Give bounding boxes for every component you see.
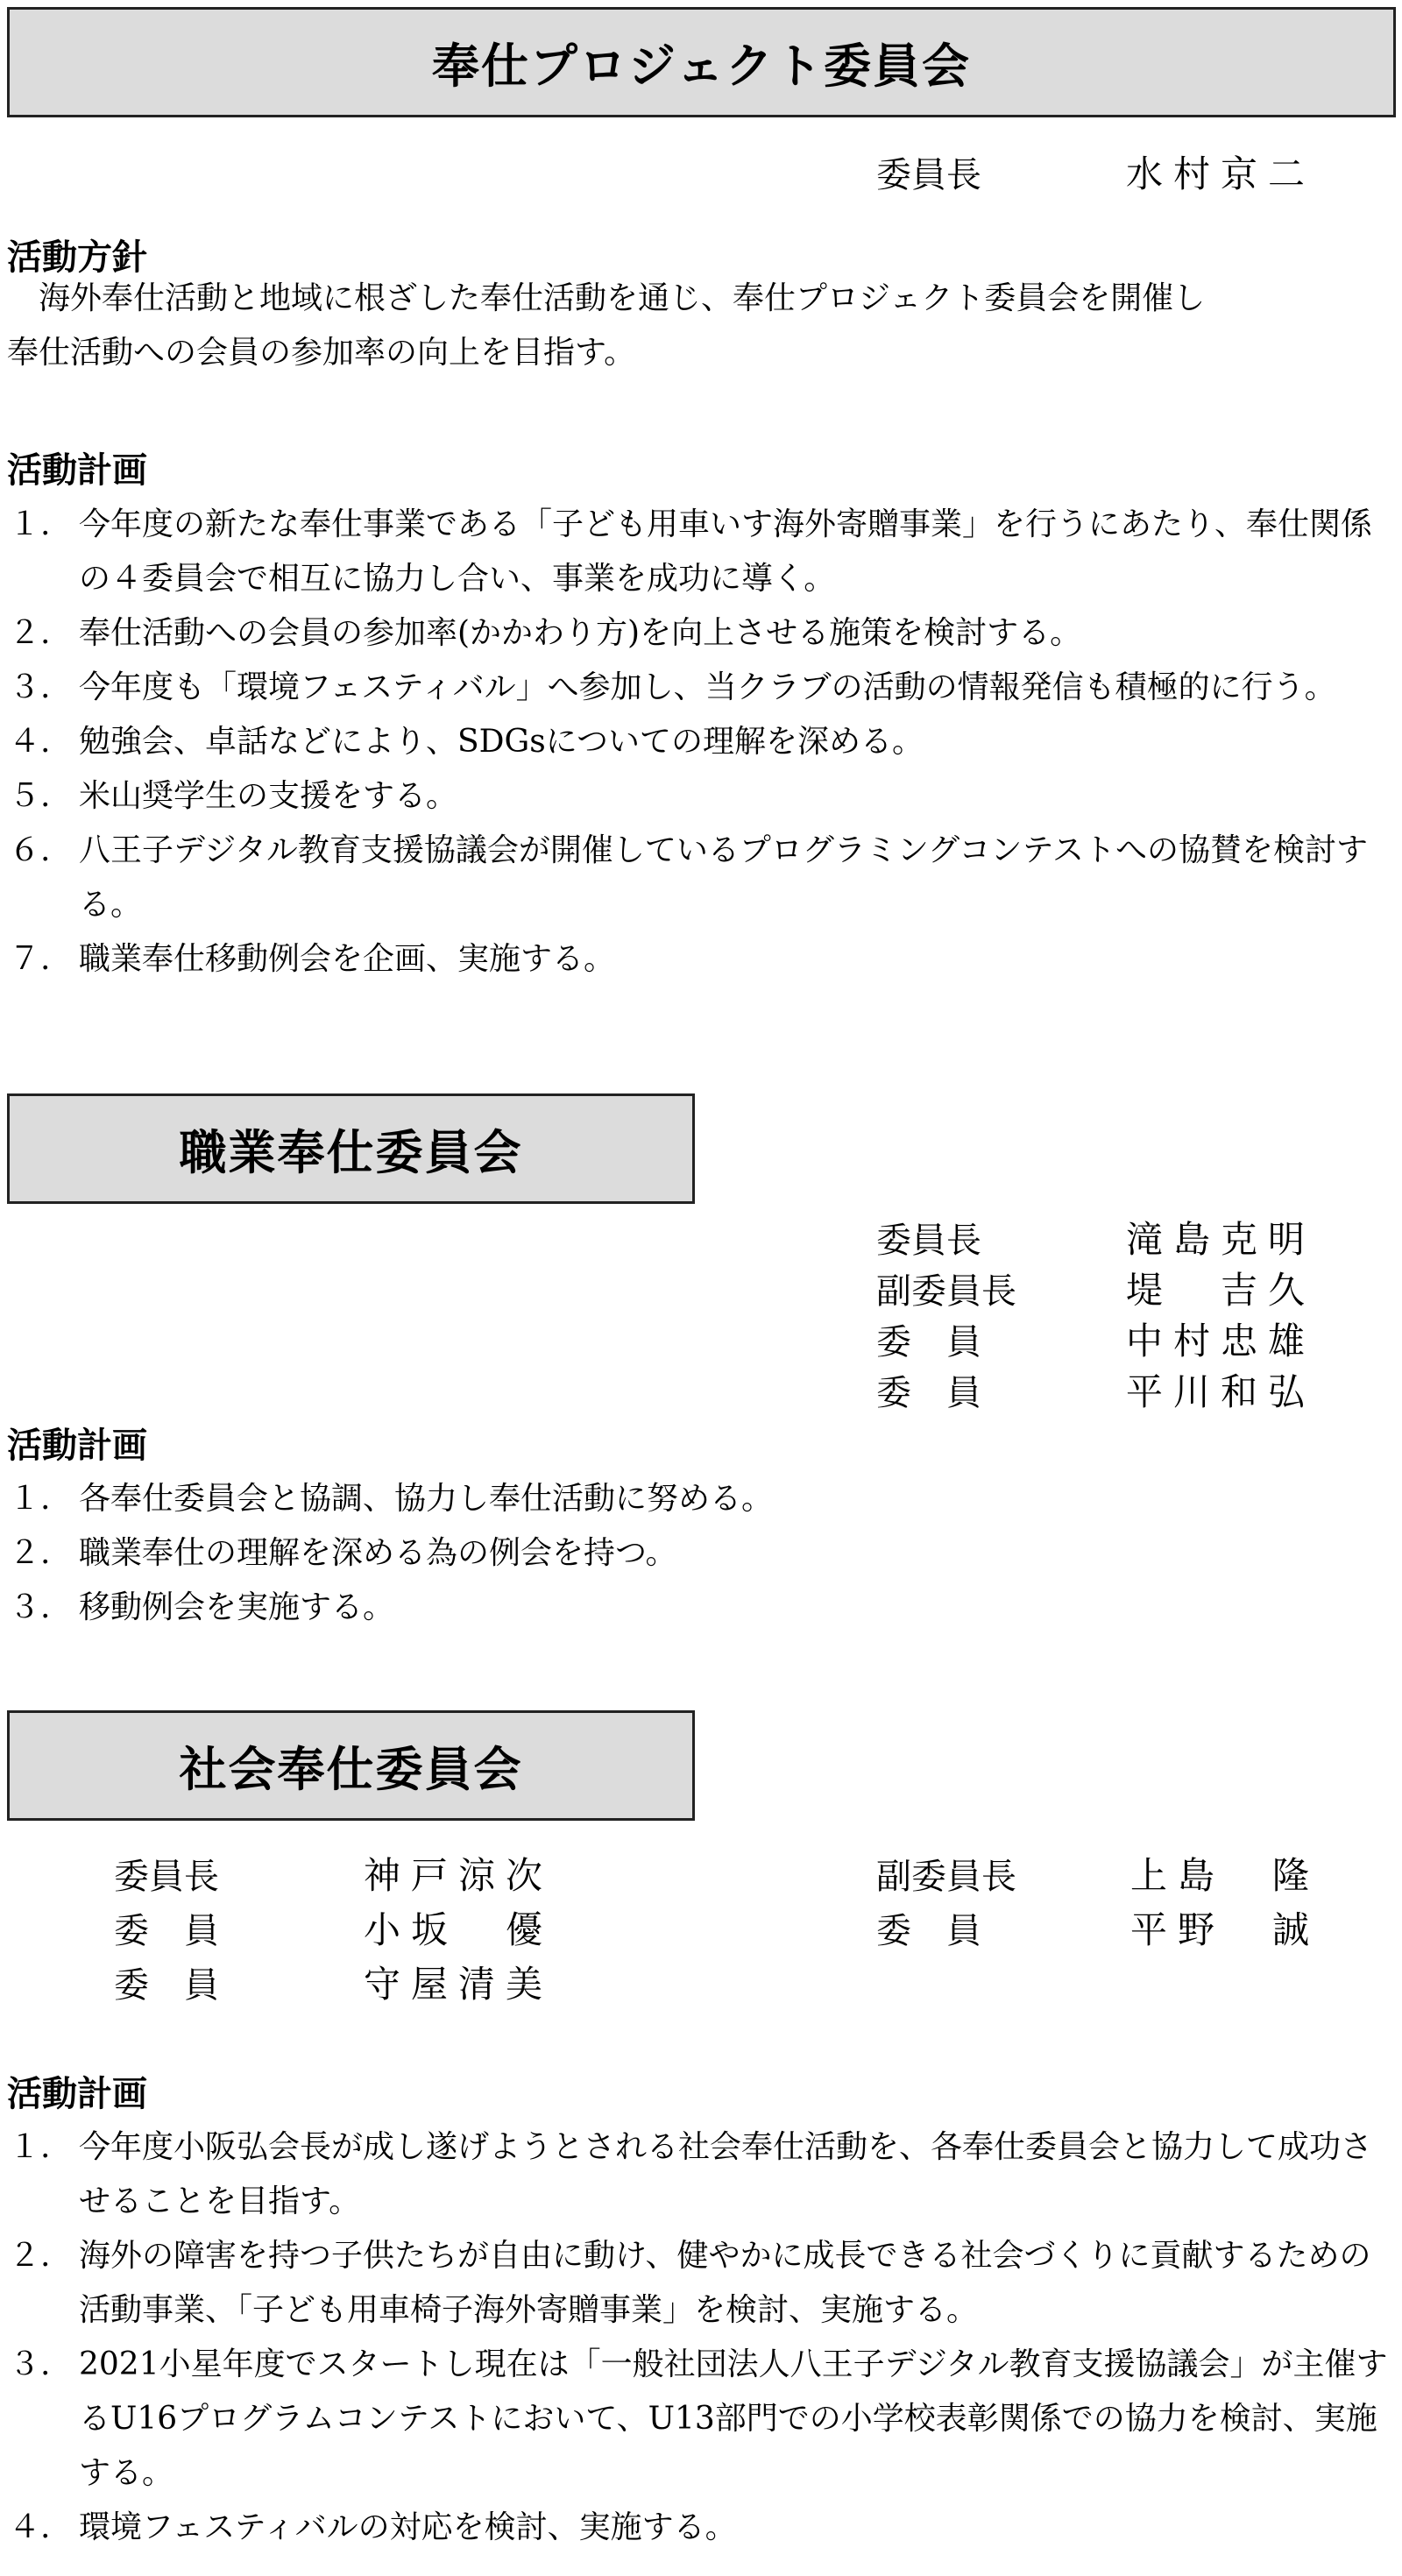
section2-plan-heading: 活動計画 [7,1426,147,1466]
list-item [9,2229,1398,2338]
section1-title [7,7,1396,117]
section3-member-role: 委員長 [114,1857,219,1897]
section3-member-name: 小坂 優 [364,1908,554,1951]
section3-title-text: 社会奉仕委員会 [179,1741,523,1797]
list-text: 今年度の新たな奉仕事業である「子ども用車いす海外寄贈事業」を行うにあたり、奉仕関係の４委員会で相互に協力し合い、事業を成功に導く。 [79,506,1373,597]
section3-member-role: 副委員長 [876,1857,1016,1897]
section2-member-role: 委員長 [876,1221,981,1261]
list-item [9,2120,1398,2229]
list-item [9,932,1398,987]
list-number: ６. [9,832,51,868]
list-text: 各奉仕委員会と協調、協力し奉仕活動に努める。 [79,1481,774,1517]
list-item [9,1472,1398,1526]
section2-member-name: 平川和弘 [1126,1370,1316,1413]
list-text: 八王子デジタル教育支援協議会が開催しているプログラミングコンテストへの協賛を検討する。 [79,832,1368,923]
list-item [9,661,1398,715]
section3-title [7,1710,695,1821]
section3-plan-list [9,2120,1398,2555]
list-number: ３. [9,669,51,705]
section1-chair-role: 委員長 [876,155,981,195]
list-text: 今年度小阪弘会長が成し遂げようとされる社会奉仕活動を、各奉仕委員会と協力して成功させることを目指す。 [79,2129,1373,2219]
list-number: ３. [9,1589,51,1625]
list-number: ３. [9,2346,51,2382]
section2-member-role: 副委員長 [876,1271,1016,1312]
list-number: ２. [9,615,51,651]
section2-member-name: 堤 吉久 [1126,1269,1316,1312]
list-number: ４. [9,724,51,760]
section2-title-text: 職業奉仕委員会 [179,1124,523,1180]
list-item [9,2501,1398,2555]
section2-plan-list [9,1472,1398,1635]
list-item [9,1581,1398,1635]
section2-member-role: 委 員 [876,1322,981,1362]
list-text: 勉強会、卓話などにより、SDGsについての理解を深める。 [79,724,924,760]
list-number: １. [9,1481,51,1517]
section1-policy-line1: 海外奉仕活動と地域に根ざした奉仕活動を通じ、奉仕プロジェクト委員会を開催し [7,280,1206,316]
list-number: ５. [9,778,51,814]
list-text: 環境フェスティバルの対応を検討、実施する。 [79,2509,737,2545]
list-text: 海外の障害を持つ子供たちが自由に動け、健やかに成長できる社会づくりに貢献するための活動事業、「子ども用車椅子海外寄贈事業」を検討、実施する。 [79,2238,1371,2328]
section3-plan-heading: 活動計画 [7,2074,147,2114]
list-number: ２. [9,2238,51,2274]
list-number: １. [9,506,51,542]
list-text: 2021小星年度でスタートし現在は「一般社団法人八王子デジタル教育支援協議会」が主催するU16プログラムコンテストにおいて、U13部門での小学校表彰関係での協力を検討、実施する。 [79,2346,1388,2491]
section1-chair-name: 水村京二 [1126,152,1316,195]
list-item [9,769,1398,824]
section3-member-name: 守屋清美 [364,1963,554,2006]
list-item [9,1526,1398,1581]
list-item [9,824,1398,932]
list-number: ４. [9,2509,51,2545]
list-text: 米山奨学生の支援をする。 [79,778,458,814]
list-text: 職業奉仕の理解を深める為の例会を持つ。 [79,1535,677,1571]
section1-title-text: 奉仕プロジェクト委員会 [432,38,971,94]
list-text: 奉仕活動への会員の参加率(かかわり方)を向上させる施策を検討する。 [79,615,1082,651]
section3-member-role: 委 員 [114,1965,219,2006]
section1-policy-heading: 活動方針 [7,237,147,278]
list-item [9,2338,1398,2501]
section3-member-name: 上島 隆 [1130,1854,1321,1897]
list-item [9,715,1398,769]
section3-member-name: 平野 誠 [1130,1908,1321,1951]
section1-plan-list [9,498,1398,987]
section1-policy-line2: 奉仕活動への会員の参加率の向上を目指す。 [7,335,636,371]
section2-member-role: 委 員 [876,1373,981,1413]
list-number: １. [9,2129,51,2165]
list-text: 職業奉仕移動例会を企画、実施する。 [79,941,616,977]
section3-member-role: 委 員 [876,1911,981,1951]
section2-title [7,1093,695,1204]
section2-member-name: 滝島克明 [1126,1218,1316,1261]
list-text: 移動例会を実施する。 [79,1589,395,1625]
list-number: ７. [9,941,51,977]
list-item [9,498,1398,606]
list-item [9,606,1398,661]
section3-member-name: 神戸涼次 [364,1854,554,1897]
section1-plan-heading: 活動計画 [7,450,147,491]
list-text: 今年度も「環境フェスティバル」へ参加し、当クラブの活動の情報発信も積極的に行う。 [79,669,1336,705]
section3-member-role: 委 員 [114,1911,219,1951]
section2-member-name: 中村忠雄 [1126,1320,1316,1362]
list-number: ２. [9,1535,51,1571]
